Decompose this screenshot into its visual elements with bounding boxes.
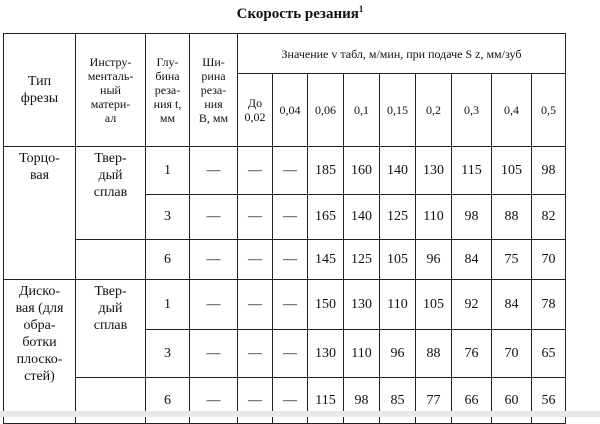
tool-material-cell: Твер- дый сплав: [76, 147, 146, 240]
speed-value-cell: 76: [452, 330, 492, 378]
header-tool-material: Инстру- менталь- ный матери- ал: [76, 34, 146, 147]
speed-value-cell: 77: [416, 378, 452, 424]
width-cell: —: [190, 147, 238, 195]
speed-value-cell: 115: [308, 378, 344, 424]
width-cell: —: [190, 280, 238, 330]
speed-value-cell: 98: [532, 147, 566, 195]
page-bottom-edge: [0, 411, 600, 417]
speed-value-cell: 88: [416, 330, 452, 378]
speed-value-cell: 88: [492, 195, 532, 240]
speed-value-cell: —: [273, 147, 308, 195]
speed-value-cell: 110: [344, 330, 380, 378]
feed-header-cell: 0,15: [380, 74, 416, 147]
width-cell: —: [190, 378, 238, 424]
speed-value-cell: 150: [308, 280, 344, 330]
speed-value-cell: 56: [532, 378, 566, 424]
feed-header-cell: До 0,02: [238, 74, 273, 147]
speed-value-cell: —: [273, 240, 308, 280]
speed-value-cell: 92: [452, 280, 492, 330]
speed-value-cell: 96: [416, 240, 452, 280]
feed-header-cell: 0,06: [308, 74, 344, 147]
header-mill-type-line: Тип: [27, 74, 52, 89]
table-row: [4, 240, 566, 280]
speed-value-cell: 98: [452, 195, 492, 240]
speed-value-cell: 125: [344, 240, 380, 280]
speed-value-cell: 96: [380, 330, 416, 378]
speed-value-cell: 160: [344, 147, 380, 195]
width-cell: —: [190, 330, 238, 378]
speed-value-cell: 84: [452, 240, 492, 280]
table-title: Скорость резания$^1$: [236, 4, 364, 22]
width-cell: —: [190, 240, 238, 280]
speed-value-cell: 66: [452, 378, 492, 424]
cutting-speed-table: [3, 33, 566, 424]
depth-cell: 6: [146, 240, 190, 280]
speed-value-cell: —: [273, 280, 308, 330]
speed-value-cell: —: [273, 330, 308, 378]
header-mill-type: [4, 34, 76, 147]
mill-type-cell: Торцо- вая: [4, 147, 76, 280]
speed-value-cell: —: [238, 330, 273, 378]
depth-cell: 3: [146, 195, 190, 240]
speed-value-cell: 75: [492, 240, 532, 280]
speed-value-cell: 110: [416, 195, 452, 240]
depth-cell: 3: [146, 330, 190, 378]
speed-value-cell: 60: [492, 378, 532, 424]
speed-value-cell: 130: [416, 147, 452, 195]
speed-value-cell: —: [273, 195, 308, 240]
speed-value-cell: 65: [532, 330, 566, 378]
tool-material-cell: Твер- дый сплав: [76, 280, 146, 378]
header-depth: Глу- бина реза- ния t, мм: [146, 34, 190, 147]
speed-value-cell: —: [238, 147, 273, 195]
header-mill-type-line: фрезы: [20, 91, 59, 106]
speed-value-cell: 105: [416, 280, 452, 330]
speed-value-cell: 105: [492, 147, 532, 195]
speed-value-cell: 110: [380, 280, 416, 330]
speed-value-cell: 70: [532, 240, 566, 280]
speed-value-cell: —: [238, 195, 273, 240]
width-cell: —: [190, 195, 238, 240]
header-value-group: Значение v табл, м/мин, при подаче S z, мм/зуб: [238, 34, 566, 74]
table-row: [4, 147, 566, 195]
speed-value-cell: 115: [452, 147, 492, 195]
speed-value-cell: 105: [380, 240, 416, 280]
speed-value-cell: 130: [308, 330, 344, 378]
speed-value-cell: 82: [532, 195, 566, 240]
speed-value-cell: 165: [308, 195, 344, 240]
speed-value-cell: 145: [308, 240, 344, 280]
feed-header-cell: 0,3: [452, 74, 492, 147]
speed-value-cell: —: [238, 378, 273, 424]
feed-header-cell: 0,1: [344, 74, 380, 147]
depth-cell: 6: [146, 378, 190, 424]
speed-value-cell: 125: [380, 195, 416, 240]
header-width: Ши- рина реза- ния B, мм: [190, 34, 238, 147]
speed-value-cell: 70: [492, 330, 532, 378]
speed-value-cell: 140: [344, 195, 380, 240]
speed-value-cell: —: [238, 280, 273, 330]
speed-value-cell: —: [238, 240, 273, 280]
tool-material-empty-cell: [76, 240, 146, 280]
speed-value-cell: 85: [380, 378, 416, 424]
feed-header-cell: 0,4: [492, 74, 532, 147]
speed-value-cell: 185: [308, 147, 344, 195]
feed-header-cell: 0,2: [416, 74, 452, 147]
depth-cell: 1: [146, 147, 190, 195]
speed-value-cell: 78: [532, 280, 566, 330]
speed-value-cell: 130: [344, 280, 380, 330]
speed-value-cell: 84: [492, 280, 532, 330]
table-row: [4, 280, 566, 330]
feed-header-cell: 0,04: [273, 74, 308, 147]
feed-header-cell: 0,5: [532, 74, 566, 147]
speed-value-cell: 98: [344, 378, 380, 424]
speed-value-cell: —: [273, 378, 308, 424]
table-body: [4, 147, 566, 424]
mill-type-cell: Диско- вая (для обра- ботки плоско- стей): [4, 280, 76, 424]
depth-cell: 1: [146, 280, 190, 330]
speed-value-cell: 140: [380, 147, 416, 195]
